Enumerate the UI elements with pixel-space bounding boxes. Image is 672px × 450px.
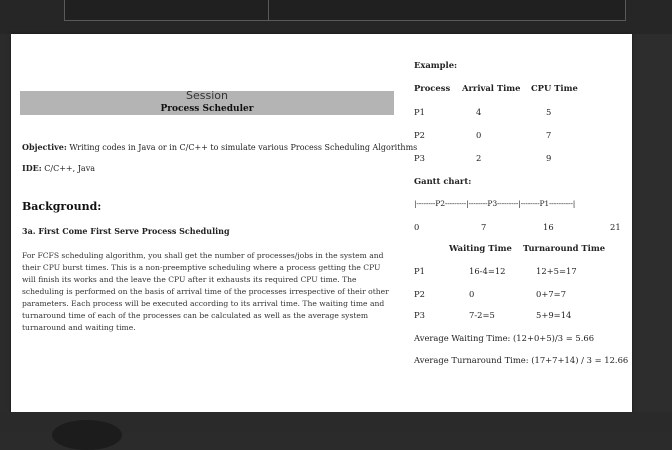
gantt-bar: |--------P2---------|--------P3---------|--------P1----------|: [414, 199, 576, 208]
result-cell: 0: [469, 289, 475, 299]
table-cell: 4: [476, 107, 482, 117]
gantt-tick: 7: [481, 222, 487, 232]
example-heading: Example:: [414, 60, 458, 70]
result-cell: 7-2=5: [469, 310, 495, 320]
col-arrival-time: Arrival Time: [462, 83, 521, 93]
table-cell: P3: [414, 153, 425, 163]
result-cell: P3: [414, 310, 425, 320]
result-cell: 16-4=12: [469, 266, 506, 276]
col-process: Process: [414, 83, 451, 93]
objective-text: Writing codes in Java or in C/C++ to simulate various Process Scheduling Algorithms: [69, 143, 418, 152]
title-banner: [20, 91, 394, 115]
gantt-tick: 16: [543, 222, 554, 232]
objective-line: [22, 142, 417, 152]
table-cell: P1: [414, 107, 425, 117]
background-heading: Background:: [22, 200, 102, 213]
ide-text: C/C++, Java: [44, 164, 95, 173]
viewer-top-bar: [0, 0, 672, 34]
gantt-tick: 0: [414, 222, 420, 232]
col-cpu-time: CPU Time: [531, 83, 578, 93]
col-waiting-time: Waiting Time: [449, 243, 512, 253]
session-label: Session: [186, 89, 228, 102]
table-cell: 2: [476, 153, 482, 163]
table-cell: 5: [546, 107, 552, 117]
section-heading: 3a. First Come First Serve Process Scheduling: [22, 226, 230, 236]
average-waiting-time: Average Waiting Time: (12+0+5)/3 = 5.66: [414, 333, 595, 343]
table-cell: 0: [476, 130, 482, 140]
average-turnaround-time: Average Turnaround Time: (17+7+14) / 3 = 12.66: [414, 355, 629, 365]
fcfs-paragraph: For FCFS scheduling algorithm, you shall get the number of processes/jobs in the system and their CPU burst times. This is a non-preemptive scheduling where a process getting the CPU will finish its works and the leave the CPU after it exhausts its required CPU time. The scheduling is performed on the basis of arrival time of the processes irrespective of their other parameters. Each process will be executed according to its arrival time. The waiting time and turnaround time of each of the processes can be calculated as well as the average system turnaround and waiting time.: [22, 251, 389, 332]
table-cell-decoration: [268, 0, 626, 21]
page-title: Process Scheduler: [160, 104, 254, 114]
viewer-right-margin: [632, 34, 672, 412]
table-cell: 9: [546, 153, 552, 163]
document-page: [11, 34, 632, 412]
result-cell: 12+5=17: [536, 266, 577, 276]
viewer-bottom-bar: [0, 412, 672, 433]
result-cell: P2: [414, 289, 425, 299]
result-cell: P1: [414, 266, 425, 276]
table-cell-decoration: [64, 0, 270, 21]
gantt-label: Gantt chart:: [414, 176, 472, 186]
objective-label: Objective:: [22, 142, 67, 152]
table-cell: 7: [546, 130, 552, 140]
result-cell: 0+7=7: [536, 289, 567, 299]
gantt-tick: 21: [610, 222, 621, 232]
ide-line: [22, 163, 95, 173]
table-cell: P2: [414, 130, 425, 140]
col-turnaround-time: Turnaround Time: [523, 243, 606, 253]
background-shape: [52, 420, 122, 450]
result-cell: 5+9=14: [536, 310, 572, 320]
ide-label: IDE:: [22, 163, 42, 173]
